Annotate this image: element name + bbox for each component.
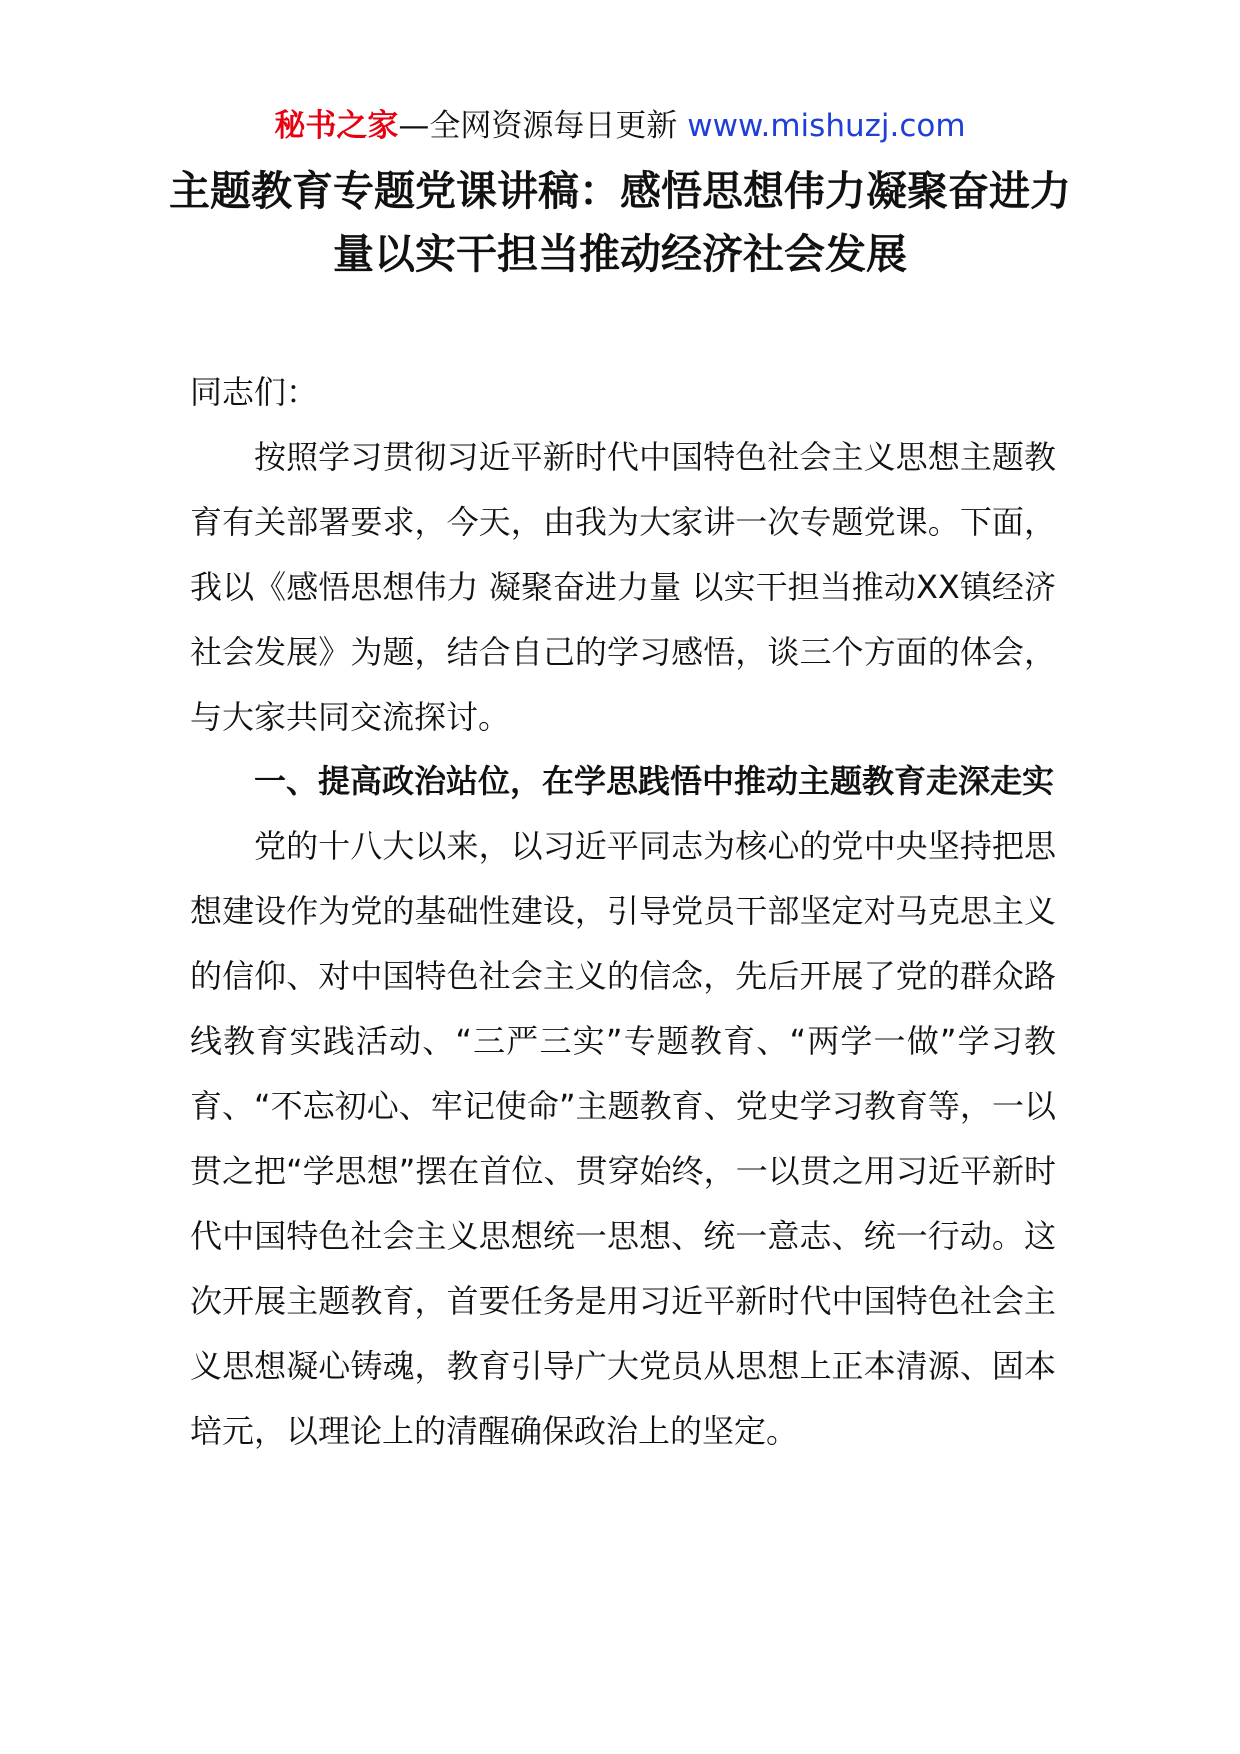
document-title: 主题教育专题党课讲稿：感悟思想伟力凝聚奋进力量以实干担当推动经济社会发展 bbox=[169, 167, 1071, 278]
site-header bbox=[0, 98, 1240, 154]
brand-name: 秘书之家 bbox=[274, 108, 399, 144]
intro-paragraph: 按照学习贯彻习近平新时代中国特色社会主义思想主题教育有关部署要求，今天，由我为大家讲一次专题党课。下面，我以《感悟思想伟力 凝聚奋进力量 以实干担当推动XX镇经济社会发展》为题，结合自己的学习感悟，谈三个方面的体会，与大家共同交流探讨。 bbox=[190, 437, 1056, 736]
salutation: 同志们： bbox=[190, 373, 319, 411]
section-heading: 一、提高政治站位，在学思践悟中推动主题教育走深走实 bbox=[254, 762, 1055, 801]
section-paragraph: 党的十八大以来，以习近平同志为核心的党中央坚持把思想建设作为党的基础性建设，引导党员干部坚定对马克思主义的信仰、对中国特色社会主义的信念，先后开展了党的群众路线教育实践活动、“三严三实”专题教育、“两学一做”学习教育、“不忘初心、牢记使命”主题教育、党史学习教育等，一以贯之把“学思想”摆在首位、贯穿始终，一以贯之用习近平新时代中国特色社会主义思想统一思想、统一意志、统一行动。这次开展主题教育，首要任务是用习近平新时代中国特色社会主义思想凝心铸魂，教育引导广大党员从思想上正本清源、固本培元，以理论上的清醒确保政治上的坚定。 bbox=[190, 827, 1056, 1450]
document-body bbox=[190, 360, 1056, 1463]
header-tagline: —全网资源每日更新 bbox=[398, 108, 688, 144]
site-url-link[interactable]: www.mishuzj.com bbox=[687, 108, 966, 144]
